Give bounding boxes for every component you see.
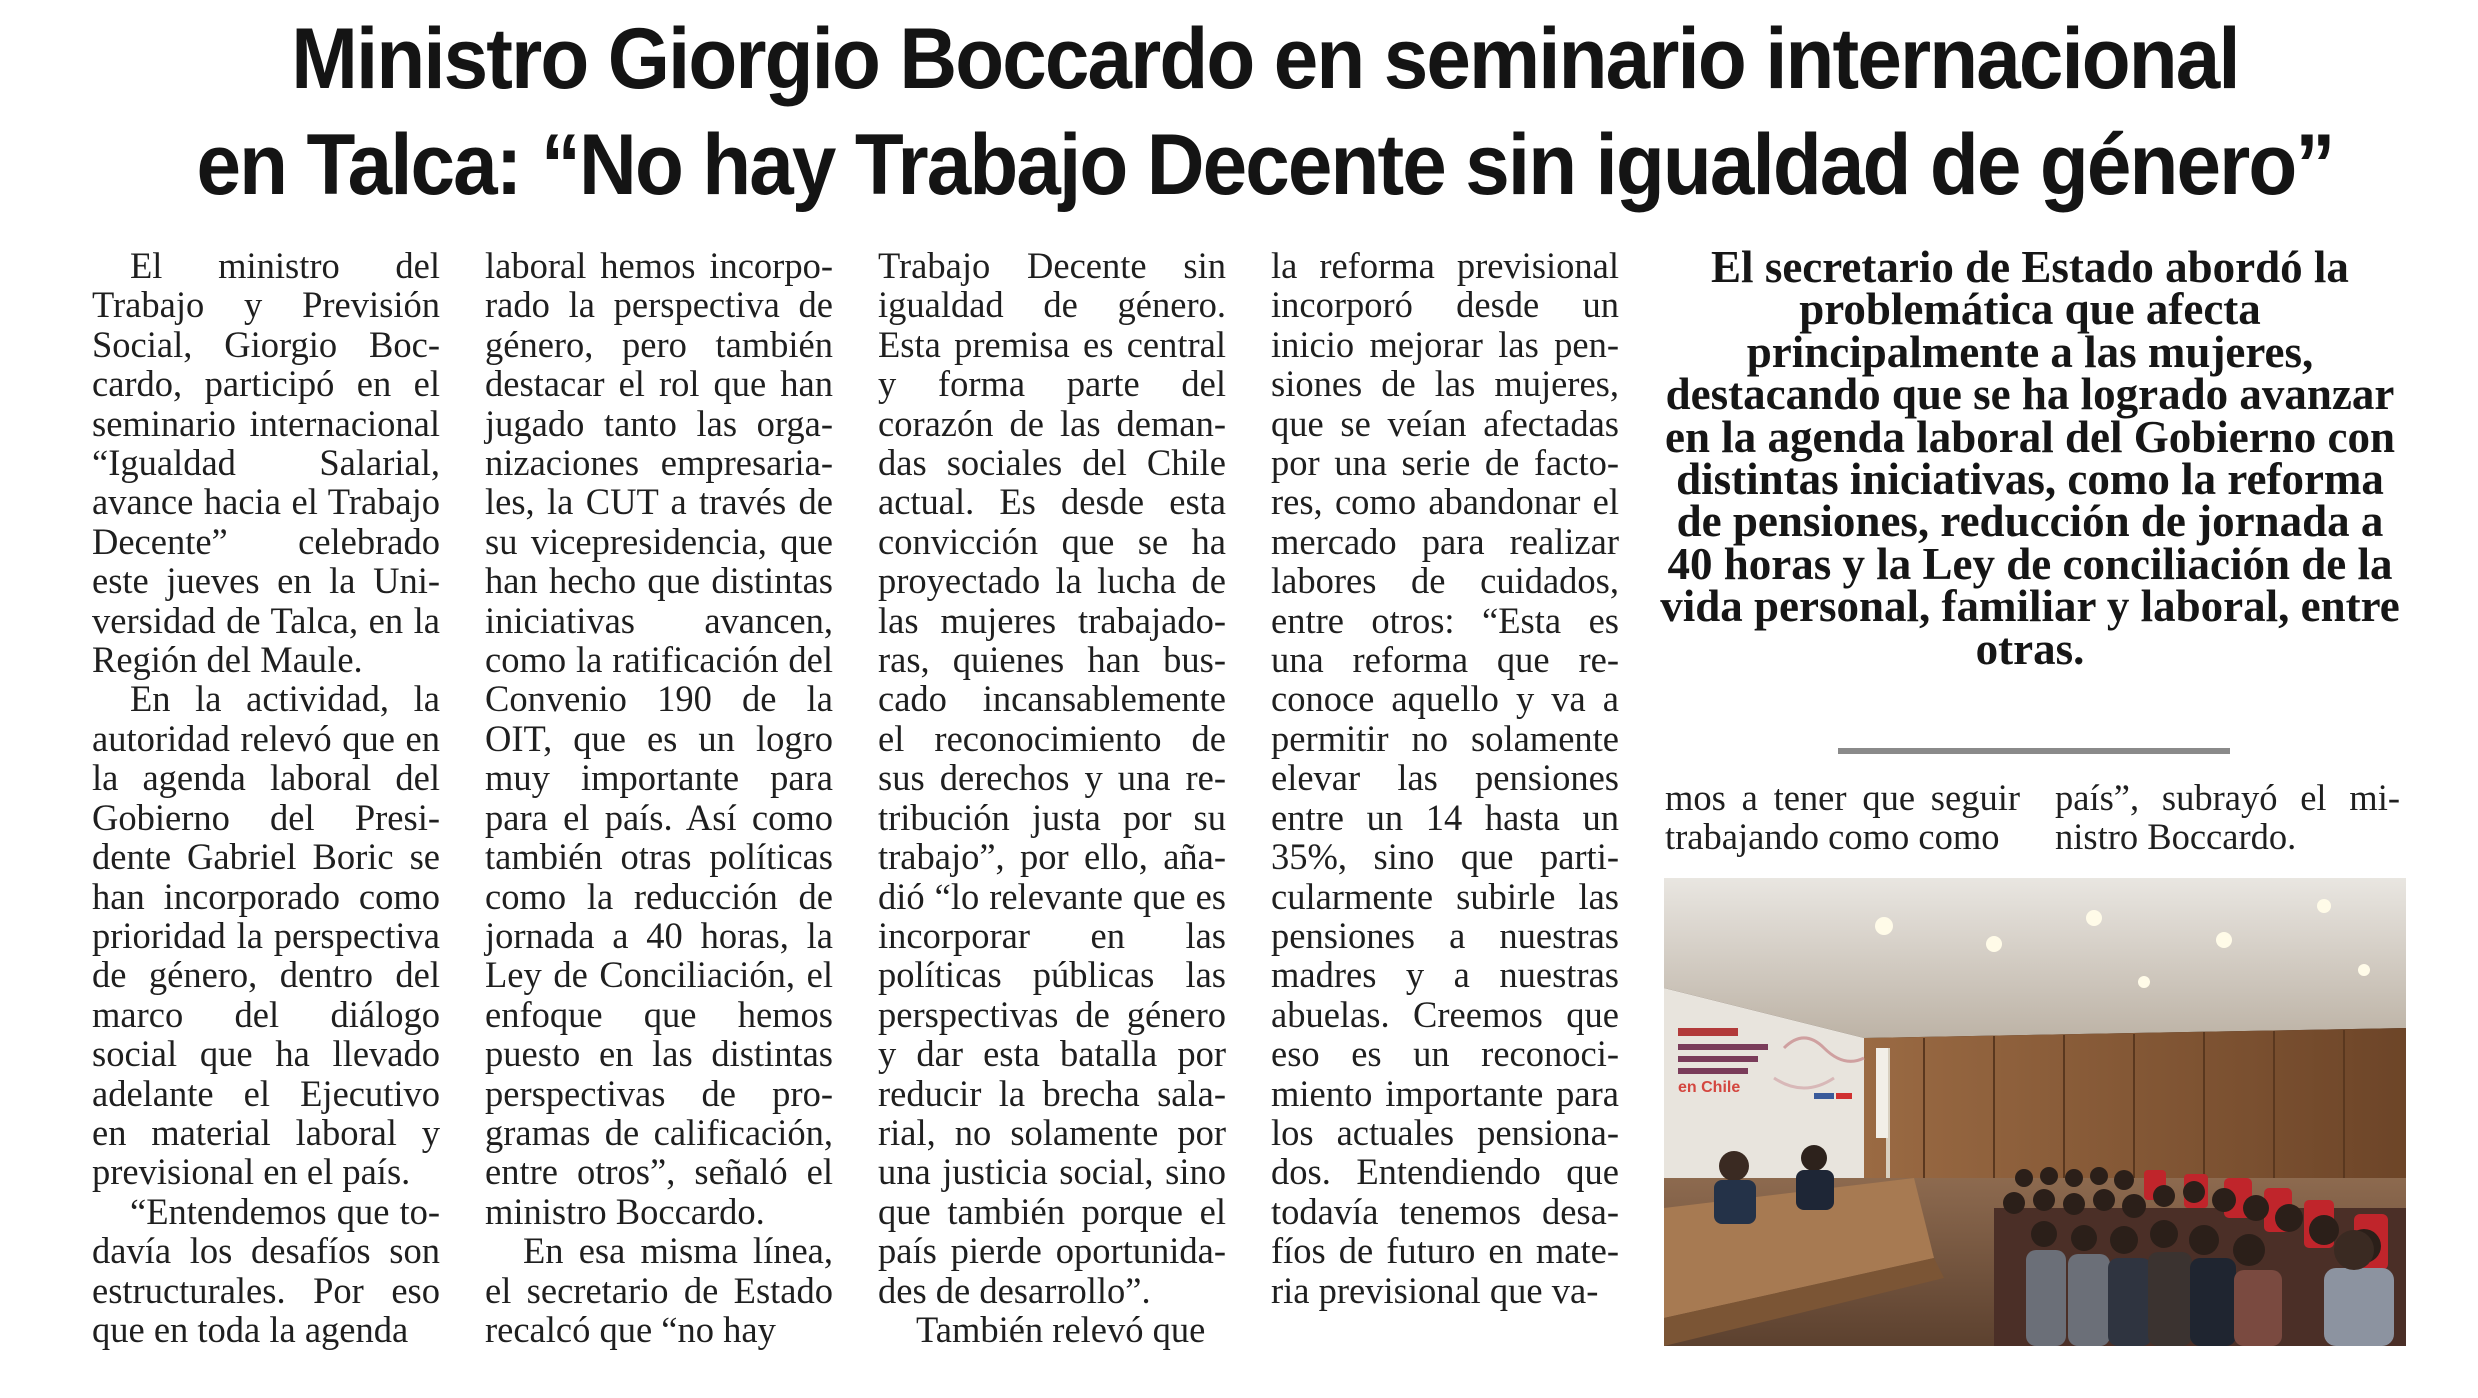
screen-text: en Chile [1678, 1079, 1741, 1096]
foreground-person-head [2334, 1230, 2374, 1270]
seminar-photo-illustration [1664, 878, 2406, 1346]
article-column-4 [1271, 246, 1619, 1310]
paragraph: En la actividad, la autoridad relevó que en la agenda laboral del Gobierno del Presidente Gabriel Boric se han incorporado como prioridad la perspectiva de género, dentro del marco del diálogo social que ha llevado adelante el Ejecutivo en material laboral y previsional en el país. [92, 678, 440, 1193]
paragraph: la reforma previsional incorporó desde un inicio mejorar las pensiones de las mujeres, que se veían afectadas por una serie de factores, como abandonar el mercado para realizar labores de cuidados, entre otros: “Esta es una reforma que reconoce aquello y va a permitir no solamente elevar las pensiones entre un 14 hasta un 35%, sino que particularmente subirle las pensiones a nuestras madres y a nuestras abuelas. Creemos que eso es un reconocimiento importante para los actuales pensionados. Entendiendo que todavía tenemos desafíos de futuro en materia previsional que va- [1271, 245, 1619, 1311]
headline-line-1: Ministro Giorgio Boccardo en seminario internacional [291, 11, 2239, 107]
paragraph: Trabajo Decente sin igualdad de género. Esta premisa es central y forma parte del corazón de las demandas sociales del Chile actual. Es desde esta convicción que se ha proyectado la lucha de las mujeres trabajadoras, quienes han buscado incansablemente el reconocimiento de sus derechos y una retribución justa por su trabajo”, por ello, añadió “lo relevante que es incorporar en las políticas públicas las perspectivas de género y dar esta batalla por reducir la brecha salarial, no solamente por una justicia social, sino que también porque el país pierde oportunidades de desarrollo”. [878, 245, 1226, 1311]
seminar-photo [1664, 878, 2406, 1346]
paragraph: país”, subrayó el ministro Boccardo. [2055, 777, 2400, 858]
paragraph: En esa misma línea, el secretario de Estado recalcó que “no hay [485, 1230, 833, 1350]
paragraph: El ministro del Trabajo y Previsión Social, Giorgio Boccardo, participó en el seminario internacional “Igualdad Salarial, avance hacia el Trabajo Decente” celebrado este jueves en la Universidad de Talca, en la Región del Maule. [92, 245, 440, 681]
paragraph: “Entendemos que todavía los desafíos son estructurales. Por eso que en toda la agenda [92, 1190, 440, 1350]
ceiling [1664, 878, 2406, 1038]
article-column-6 [2055, 778, 2400, 857]
headline [163, 6, 2367, 218]
flag [1876, 1048, 1888, 1138]
divider-rule [1838, 748, 2230, 754]
article-column-5 [1665, 778, 2020, 857]
paragraph: laboral hemos incorporado la perspectiva de género, pero también destacar el rol que han jugado tanto las organizaciones empresariales, la CUT a través de su vicepresidencia, que han hecho que distintas iniciativas avancen, como la ratificación del Convenio 190 de la OIT, que es un logro muy importante para para el país. Así como también otras políticas como la reducción de jornada a 40 horas, la Ley de Conciliación, el enfoque que hemos puesto en las distintas perspectivas de programas de calificación, entre otros”, señaló el ministro Boccardo. [485, 245, 833, 1232]
paragraph: mos a tener que seguir trabajando como como [1665, 777, 2020, 858]
paragraph: También relevó que [916, 1308, 1206, 1350]
article-column-1 [92, 246, 440, 1349]
pull-quote: El secretario de Estado abordó la problemática que afecta principalmente a las mujeres, destacando que se ha logrado avanzar en la agenda laboral del Gobierno con distintas iniciativas, como la reforma de pensiones, reducción de jornada a 40 horas y la Ley de conciliación de la vida personal, familiar y laboral, entre otras. [1660, 242, 2400, 674]
headline-line-2: en Talca: “No hay Trabajo Decente sin igualdad de género” [196, 117, 2334, 213]
article-column-2 [485, 246, 833, 1349]
article-column-3 [878, 246, 1226, 1349]
